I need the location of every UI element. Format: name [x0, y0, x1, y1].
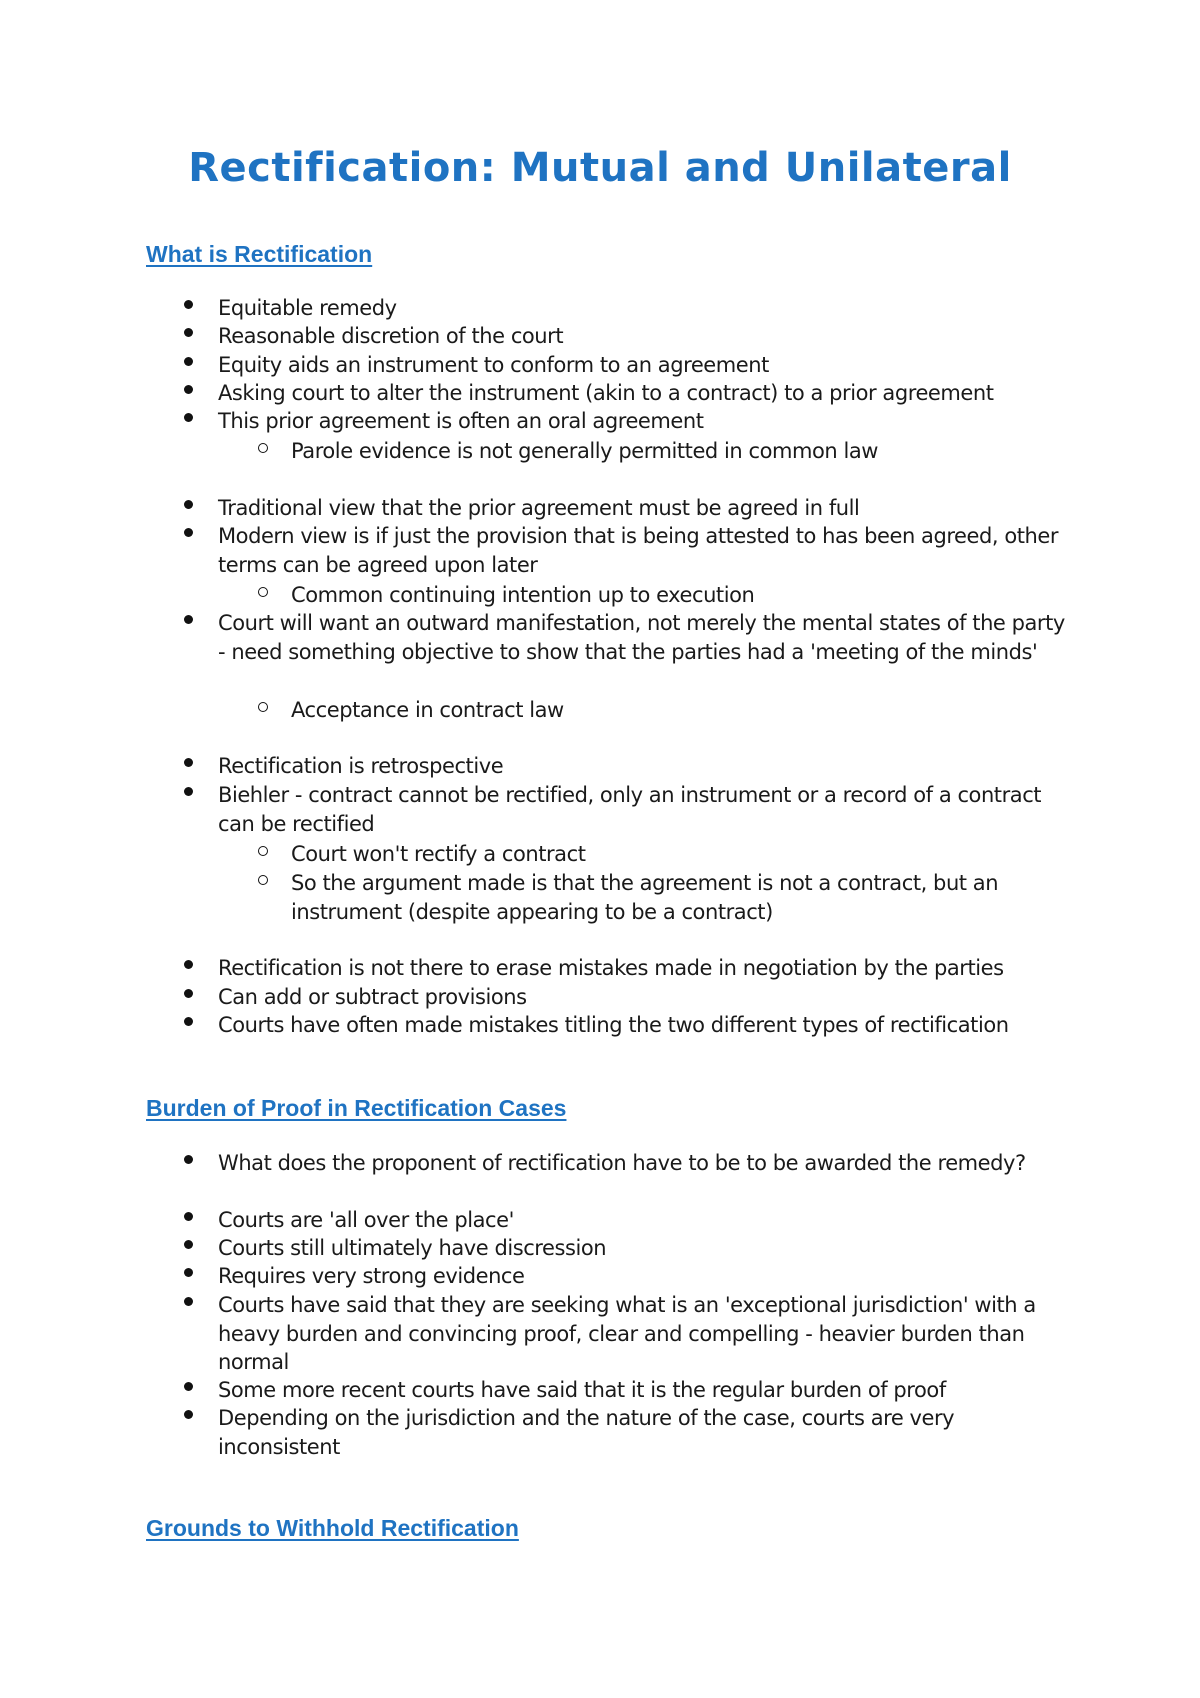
- list-item: What does the proponent of rectification have to be to be awarded the remedy?: [218, 1151, 1026, 1175]
- list-item: Equitable remedy: [218, 296, 397, 320]
- bullet-icon: [184, 385, 193, 394]
- page-title: Rectification: Mutual and Unilateral: [188, 145, 1012, 191]
- bullet-icon: [184, 1240, 193, 1249]
- list-item: Requires very strong evidence: [218, 1264, 525, 1288]
- bullet-icon: [184, 500, 193, 509]
- sub-list-item: So the argument made is that the agreement is not a contract, but an instrument (despite appearing to be a contract): [291, 871, 999, 924]
- sub-bullet-icon: [258, 443, 268, 453]
- sub-list-item: Common continuing intention up to execution: [291, 583, 755, 607]
- bullet-icon: [184, 615, 193, 624]
- bullet-icon: [184, 300, 193, 309]
- list-item: Can add or subtract provisions: [218, 985, 527, 1009]
- list-item: Courts have said that they are seeking what is an 'exceptional jurisdiction' with a heavy burden and convincing proof, clear and compelling - heavier burden than normal: [218, 1293, 1036, 1375]
- bullet-icon: [184, 1410, 193, 1419]
- bullet-icon: [184, 1268, 193, 1277]
- bullet-icon: [184, 1212, 193, 1221]
- bullet-icon: [184, 357, 193, 366]
- section-heading-what-is-rectification[interactable]: What is Rectification: [146, 241, 373, 267]
- section-heading-burden-of-proof[interactable]: Burden of Proof in Rectification Cases: [146, 1095, 567, 1121]
- list-item: Modern view is if just the provision that is being attested to has been agreed, other terms can be agreed upon later: [218, 524, 1059, 577]
- bullet-icon: [184, 989, 193, 998]
- list-item: Asking court to alter the instrument (akin to a contract) to a prior agreement: [218, 381, 994, 405]
- bullet-icon: [184, 1382, 193, 1391]
- bullet-icon: [184, 1017, 193, 1026]
- sub-bullet-icon: [258, 875, 268, 885]
- list-item: Courts have often made mistakes titling the two different types of rectification: [218, 1013, 1009, 1037]
- list-item: Rectification is retrospective: [218, 754, 504, 778]
- sub-bullet-icon: [258, 846, 268, 856]
- section-heading-grounds-to-withhold[interactable]: Grounds to Withhold Rectification: [146, 1515, 519, 1541]
- sub-list-item: Acceptance in contract law: [291, 698, 564, 722]
- list-item: Equity aids an instrument to conform to an agreement: [218, 353, 769, 377]
- list-item: Courts still ultimately have discression: [218, 1236, 607, 1260]
- bullet-icon: [184, 1155, 193, 1164]
- sub-bullet-icon: [258, 702, 268, 712]
- bullet-icon: [184, 528, 193, 537]
- list-item: Biehler - contract cannot be rectified, only an instrument or a record of a contract can be rectified: [218, 783, 1042, 836]
- bullet-icon: [184, 1297, 193, 1306]
- list-item: Some more recent courts have said that it is the regular burden of proof: [218, 1378, 946, 1402]
- list-item: Reasonable discretion of the court: [218, 324, 564, 348]
- bullet-icon: [184, 787, 193, 796]
- list-item: Depending on the jurisdiction and the nature of the case, courts are very inconsistent: [218, 1406, 955, 1459]
- list-item: Courts are 'all over the place': [218, 1208, 514, 1232]
- sub-list-item: Court won't rectify a contract: [291, 842, 586, 866]
- list-item: Rectification is not there to erase mistakes made in negotiation by the parties: [218, 956, 1004, 980]
- bullet-icon: [184, 413, 193, 422]
- bullet-icon: [184, 758, 193, 767]
- list-item: Traditional view that the prior agreement must be agreed in full: [218, 496, 860, 520]
- bullet-icon: [184, 960, 193, 969]
- list-item: This prior agreement is often an oral agreement: [218, 409, 704, 433]
- sub-bullet-icon: [258, 587, 268, 597]
- sub-list-item: Parole evidence is not generally permitted in common law: [291, 439, 879, 463]
- list-item: Court will want an outward manifestation, not merely the mental states of the party - need something objective to show that the parties had a 'meeting of the minds': [218, 611, 1065, 664]
- bullet-icon: [184, 328, 193, 337]
